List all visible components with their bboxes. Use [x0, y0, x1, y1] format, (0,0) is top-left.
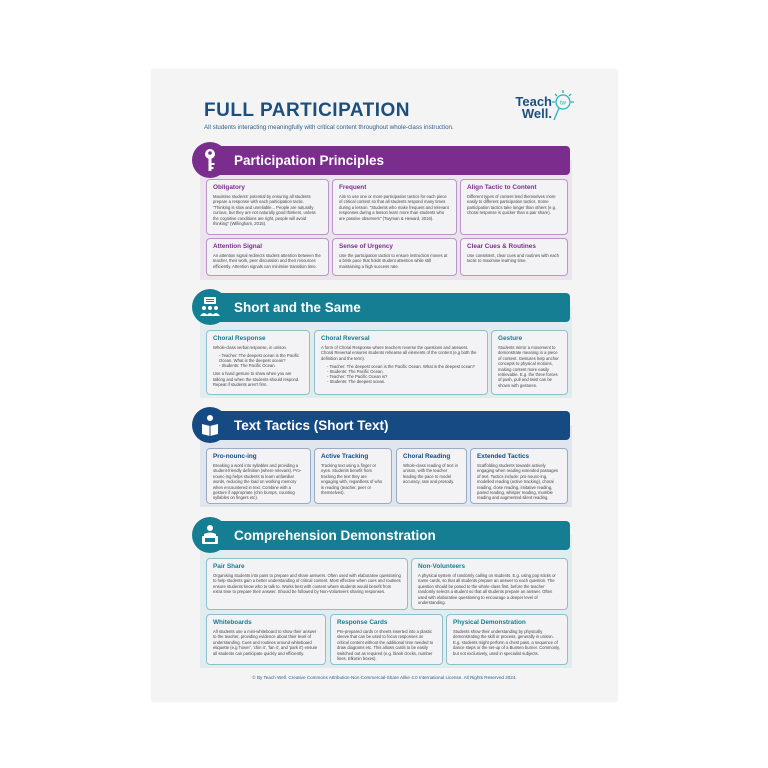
card-choral-response [206, 330, 310, 395]
card-body: Whole-class reading of text in unison, with the teacher leading the pace to model accuracy, rate and prosody. [403, 463, 458, 485]
example-line: - Teacher: The deepest ocean is the Pacific Ocean. What is the deepest ocean? [219, 353, 303, 363]
card-title: Gesture [498, 335, 523, 342]
card-body: Scaffolding students towards actively engaging when reading extended passages of text. Tactics include: pro-nounc-ing, modelled reading (active tracking), choral reading, close reading, imitative reading, paired reading, whisper reading, mumble reading and augmented silent reading. [477, 463, 559, 501]
section-participation-principles [192, 146, 570, 280]
card-non-volunteers [411, 558, 568, 610]
card-body: Use the participation tactics to ensure instruction moves at a brisk pace that holds student attention while still maintaining a high success rate. [339, 253, 448, 269]
section-title: Short and the Same [234, 300, 361, 315]
card-body: All students use a mini-whiteboard to show their answer to the teacher, providing evidence about their level of understanding. Cues and routines around whiteboard etiquette (e.g 'hover', 'chin it', 'fan it', and 'park it') ensure all students can participate quickly and efficiently. [213, 629, 318, 656]
card-title: Choral Response [213, 335, 266, 342]
card-title: Response Cards [337, 619, 388, 626]
card-intro: A form of Choral Response where teachers reverse the questions and answers. Choral Reversal ensures students rehearse all elements of the content (e.g both the definition and the term). [321, 345, 477, 361]
card-pro-nounc-ing [206, 448, 311, 504]
section-title: Text Tactics (Short Text) [234, 418, 389, 433]
reader-icon [192, 407, 228, 443]
card-choral-reading [396, 448, 467, 504]
example-list [219, 353, 303, 368]
logo-line-1: Teach [515, 94, 552, 109]
card-frequent [332, 179, 457, 235]
card-pair-share [206, 558, 408, 610]
example-line: - Students: The Pacific Ocean. [327, 369, 481, 374]
whiteboard-student-icon [192, 517, 228, 553]
poster-sheet [152, 70, 617, 701]
card-active-tracking [314, 448, 392, 504]
section-banner [202, 146, 570, 175]
section-text-tactics [192, 411, 570, 507]
example-line: - Teacher: The deepest ocean is the Pacific Ocean. What is the deepest ocean? [327, 364, 481, 369]
card-attention-signal [206, 238, 329, 276]
card-clear-cues [460, 238, 568, 276]
group-speech-icon [192, 289, 228, 325]
card-body: Different types of content lend themselves more easily to different participation tactics. Some participation tactics take longer than others (e.g. choral response is quicker than a pair share). [467, 194, 557, 216]
card-title: Choral Reversal [321, 335, 370, 342]
card-title: Whiteboards [213, 619, 252, 626]
card-body: Breaking a word into syllables and providing a student-friendly definition (where relevant). Pro-nounc-ing helps students to learn unfamiliar words, reducing the load on working memory when encountered in text. Combine with a gesture if appropriate (chin bumps, counting syllables on fingers etc). [213, 463, 302, 501]
page-title: FULL PARTICIPATION [204, 100, 411, 121]
page-subtitle: All students interacting meaningfully with critical content throughout whole-class instruction. [204, 124, 454, 131]
card-title: Pair Share [213, 563, 245, 570]
section-short-and-the-same [192, 293, 570, 398]
card-title: Pro-nounc-ing [213, 453, 257, 460]
card-title: Obligatory [213, 184, 245, 191]
section-banner [202, 293, 570, 322]
card-body: Tracking text using a finger or eyes. Students benefit from tracking the text they are engaging with, regardless of who is reading (teacher, peer or themselves). [321, 463, 383, 496]
card-body: Students mirror a movement to demonstrate meaning in a piece of content. Gestures help anchor concepts to physical motions, making content more easily retrievable. E.g. the three forces of push, pull and twist can be shown with gestures. [498, 345, 559, 388]
lightbulb-icon [548, 88, 578, 124]
card-title: Sense of Urgency [339, 243, 393, 250]
card-title: Active Tracking [321, 453, 369, 460]
card-title: Frequent [339, 184, 367, 191]
license-footer: © By Teach Well. Creative Commons Attribution-Non Commercial-Share Alike 4.0 International License. All Rights Reserved 2024. [252, 675, 517, 680]
teach-well-logo [508, 88, 578, 128]
card-body: Organising students into pairs to prepare and share answers. Often used with elaborative questioning to help students gain a better understanding of critical content. Most effective when cues and routines ensure students know who to talk to. Works best with content where students would benefit from extra time to prepare their answer. Should be followed by Non-Volunteers sharing responses. [213, 573, 401, 595]
card-body: An attention signal redirects student attention between the teacher, their work, peer discussion and their resources efficiently. Attention signals can minimise transition time. [213, 253, 321, 269]
key-icon [192, 142, 228, 178]
example-line: - Students: The Pacific Ocean. [219, 363, 303, 368]
card-title: Non-Volunteers [418, 563, 466, 570]
card-extended-tactics [470, 448, 568, 504]
card-body: Maximise students' potential by ensuring all students prepare a response with each participation tactic. "Thinking is slow and unreliable... People are naturally curious, but they are not naturally good thinkers, unless the cognitive conditions are right, people will avoid thinking" (Willingham, 2015). [213, 194, 316, 227]
section-comprehension-demonstration [192, 521, 570, 668]
card-obligatory [206, 179, 329, 235]
section-banner [202, 411, 570, 440]
logo-line-2: Well. [521, 106, 552, 121]
section-banner [202, 521, 570, 550]
card-title: Clear Cues & Routines [467, 243, 536, 250]
card-body: Students show their understanding by physically demonstrating the skill or process, generally in unison. E.g. students might perform a chest pass, a sequence of dance steps or the set-up of a Bunsen burner. Commonly, but not exclusively, used in specialist subjects. [453, 629, 560, 656]
card-title: Attention Signal [213, 243, 262, 250]
logo-text [508, 96, 552, 120]
example-line: - Students: The deepest ocean. [327, 379, 481, 384]
section-title: Participation Principles [234, 153, 385, 168]
card-body: Use a hand gesture to show when you are talking and when the students should respond. Repeat if students aren't firm. [213, 371, 300, 388]
card-whiteboards [206, 614, 326, 665]
card-body: A physical system of randomly calling on students. E.g. using pop sticks or name cards, so that all students prepare an answer to each question. The question should be posed to the whole-class first, before the teacher randomly selects a student so that all students prepare an answer. Often used with elaborative questioning to encourage a deeper level of understanding. [418, 573, 556, 606]
card-title: Extended Tactics [477, 453, 530, 460]
card-body: Pre-prepared cards or sheets inserted into a plastic sleeve that can be used to focus responses on critical content without the additional time needed to draw diagrams etc. This allows cards to be easily switched out as required (e.g. blank clocks, number lines, Elkonin boxes). [337, 629, 434, 662]
card-body: Use consistent, clear cues and routines with each tactic to maximise learning time. [467, 253, 559, 264]
svg-text:tw: tw [560, 100, 566, 107]
section-title: Comprehension Demonstration [234, 528, 436, 543]
example-line: - Teacher: The Pacific Ocean is? [327, 374, 481, 379]
example-list [327, 364, 481, 384]
card-title: Physical Demonstration [453, 619, 526, 626]
card-choral-reversal [314, 330, 488, 395]
card-intro: Whole-class verbal response, in unison. [213, 345, 288, 350]
card-title: Choral Reading [403, 453, 451, 460]
card-gesture [491, 330, 568, 395]
card-title: Align Tactic to Content [467, 184, 537, 191]
card-body: Aim to use one or more participation tactics for each piece of critical content so that all students respond many times during a lesson. "Students who make frequent and relevant responses during a lesson learn more than students who are passive observers" (Twyman & Heward, 2016). [339, 194, 449, 221]
card-sense-of-urgency [332, 238, 457, 276]
card-align-tactic [460, 179, 568, 235]
card-physical-demonstration [446, 614, 568, 665]
card-response-cards [330, 614, 443, 665]
